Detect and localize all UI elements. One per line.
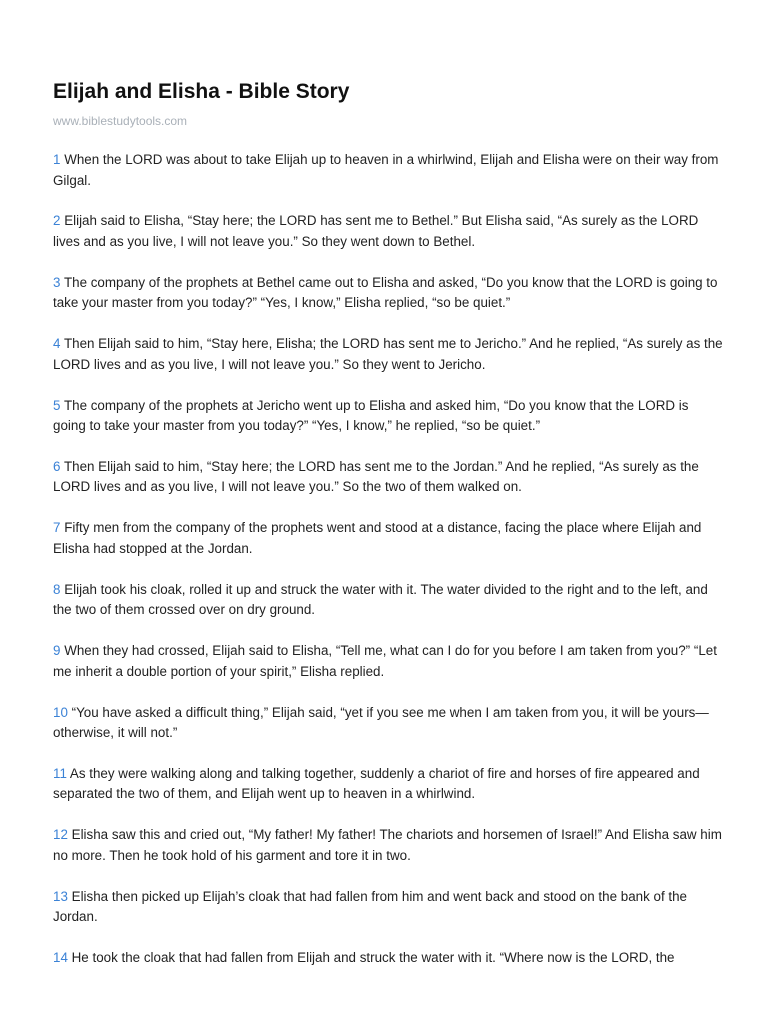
verse <box>53 150 723 191</box>
verse <box>53 641 723 682</box>
verse-text: When they had crossed, Elijah said to Elisha, “Tell me, what can I do for you before I am taken from you?” “Let me inherit a double portion of your spirit,” Elisha replied. <box>53 643 717 679</box>
verse-number: 14 <box>53 950 68 966</box>
verse-text: He took the cloak that had fallen from Elijah and struck the water with it. “Where now is the LORD, the <box>71 950 675 966</box>
verse <box>53 825 723 866</box>
verse <box>53 580 723 621</box>
verse <box>53 396 723 437</box>
verse-text: Elijah took his cloak, rolled it up and struck the water with it. The water divided to the right and to the left, and the two of them crossed over on dry ground. <box>53 581 708 618</box>
verse-text: When the LORD was about to take Elijah up to heaven in a whirlwind, Elijah and Elisha were on their way from Gilgal. <box>53 152 719 188</box>
verse-text: Then Elijah said to him, “Stay here, Elisha; the LORD has sent me to Jericho.” And he replied, “As surely as the LORD lives and as you live, I will not leave you.” So they went to Jericho. <box>53 336 723 372</box>
verse <box>53 948 723 969</box>
page-title: Elijah and Elisha - Bible Story <box>53 80 350 103</box>
verse-number: 10 <box>53 704 68 720</box>
verse-text: Elisha saw this and cried out, “My father! My father! The chariots and horsemen of Israel!” And Elisha saw him no more. Then he took hold of his garment and tore it in two. <box>53 827 722 863</box>
verse-text: Elisha then picked up Elijah’s cloak that had fallen from him and went back and stood on the bank of the Jordan. <box>53 888 688 925</box>
verse-number: 2 <box>53 213 61 229</box>
verse-text: The company of the prophets at Bethel came out to Elisha and asked, “Do you know that the LORD is going to take your master from you today?” “Yes, I know,” Elisha replied, “so be quiet.” <box>53 274 718 311</box>
verse-number: 7 <box>53 520 61 536</box>
verse <box>53 211 723 252</box>
verse-number: 8 <box>53 581 61 597</box>
verse-number: 13 <box>53 888 68 904</box>
verse <box>53 764 723 805</box>
verse <box>53 334 723 375</box>
verse-list <box>53 150 723 969</box>
verse-text: “You have asked a difficult thing,” Elijah said, “yet if you see me when I am taken from you, it will be yours—otherwise, it will not.” <box>53 704 709 741</box>
verse-number: 11 <box>53 765 67 781</box>
verse-number: 6 <box>53 458 61 474</box>
verse-number: 1 <box>53 152 61 167</box>
document-page <box>53 78 723 989</box>
verse <box>53 457 723 498</box>
verse <box>53 518 723 559</box>
verse-text: As they were walking along and talking together, suddenly a chariot of fire and horses of fire appeared and separated the two of them, and Elijah went up to heaven in a whirlwind. <box>53 765 700 802</box>
verse-text: Fifty men from the company of the prophets went and stood at a distance, facing the place where Elijah and Elisha had stopped at the Jordan. <box>53 520 702 556</box>
verse <box>53 703 723 744</box>
verse-number: 9 <box>53 643 61 659</box>
verse-number: 4 <box>53 336 61 352</box>
verse <box>53 273 723 314</box>
verse-number: 5 <box>53 397 61 413</box>
verse-text: Elijah said to Elisha, “Stay here; the LORD has sent me to Bethel.” But Elisha said, “As surely as the LORD lives and as you live, I will not leave you.” So they went down to Bethel. <box>53 213 699 249</box>
verse <box>53 887 723 928</box>
verse-number: 12 <box>53 827 68 843</box>
source-url: www.biblestudytools.com <box>53 114 188 128</box>
verse-text: Then Elijah said to him, “Stay here; the LORD has sent me to the Jordan.” And he replied, “As surely as the LORD lives and as you live, I will not leave you.” So the two of them walked on. <box>53 458 699 495</box>
verse-text: The company of the prophets at Jericho went up to Elisha and asked him, “Do you know that the LORD is going to take your master from you today?” “Yes, I know,” he replied, “so be quiet.” <box>53 397 689 434</box>
verse-number: 3 <box>53 274 61 290</box>
